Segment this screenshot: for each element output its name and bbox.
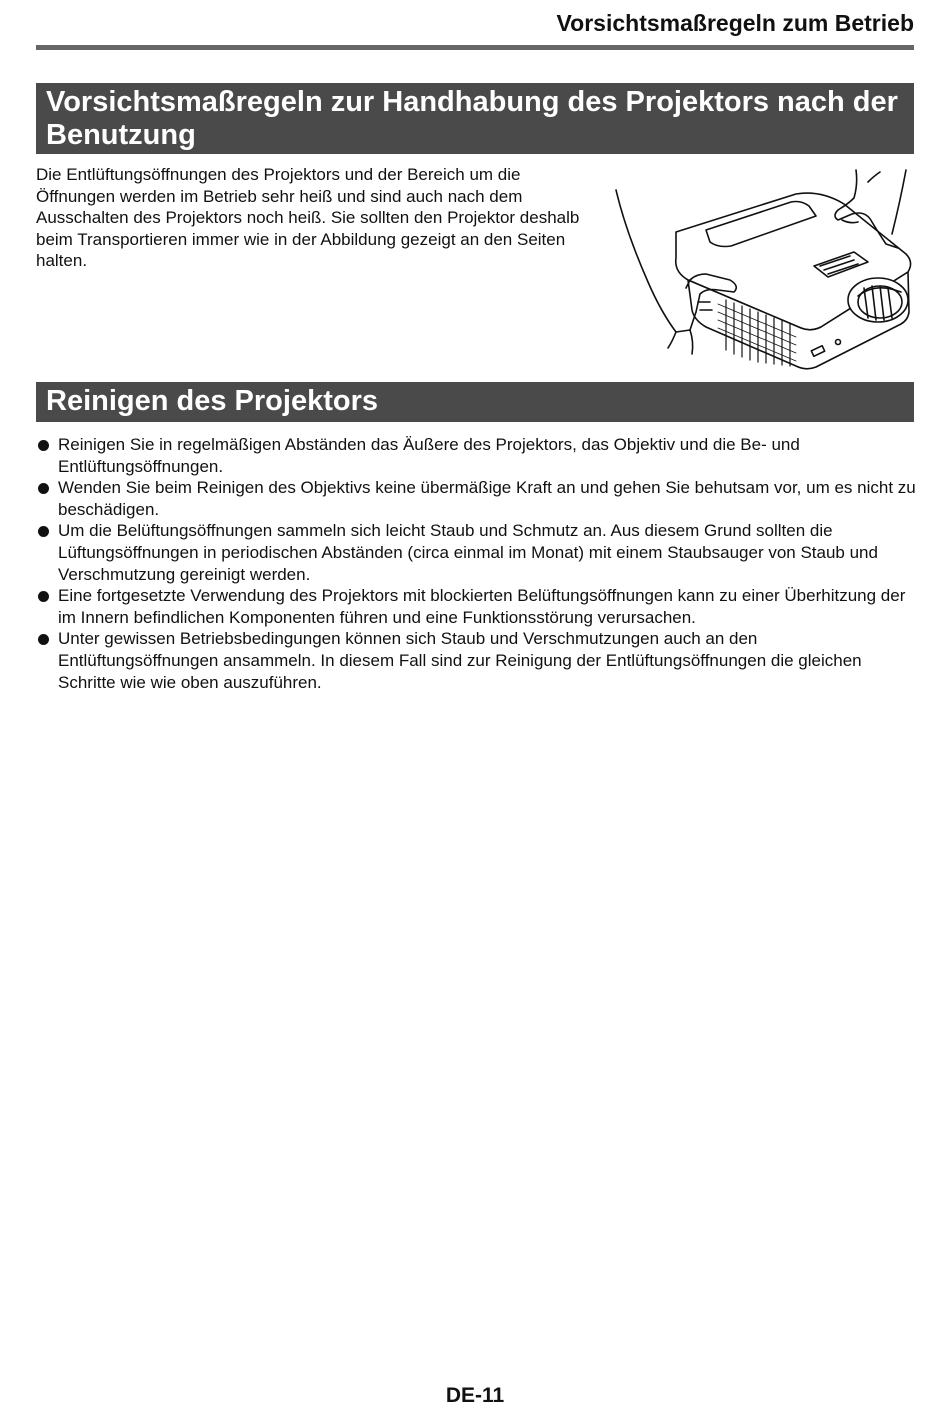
bullet-dot-icon (38, 440, 49, 451)
bullet-dot-icon (38, 483, 49, 494)
page-number: DE-11 (445, 1384, 505, 1407)
cleaning-bullet-list (36, 434, 916, 693)
list-item (36, 477, 916, 520)
bullet-dot-icon (38, 526, 49, 537)
projector-held-by-hands-icon (606, 162, 916, 372)
list-item (36, 520, 916, 585)
list-item-text: Unter gewissen Betriebsbedingungen können sich Staub und Verschmutzungen auch an den Entlüftungsöffnungen ansammeln. In diesem Fall sind zur Reinigung der Entlüftungsöffnungen die gleichen Schritte wie wie oben auszuführen. (58, 629, 862, 692)
bullet-dot-icon (38, 634, 49, 645)
list-item-text: Um die Belüftungsöffnungen sammeln sich leicht Staub und Schmutz an. Aus diesem Grund sollten die Lüftungsöffnungen in periodischen Abständen (circa einmal im Monat) mit einem Staubsauger von Staub und Verschmutzung gereinigt werden. (58, 521, 878, 584)
projector-illustration (606, 162, 916, 372)
running-header-title: Vorsichtsmaßregeln zum Betrieb (556, 10, 914, 36)
bullet-dot-icon (38, 591, 49, 602)
handling-paragraph: Die Entlüftungsöffnungen des Projektors und der Bereich um die Öffnungen werden im Betrieb sehr heiß und sind auch nach dem Ausschalten des Projektors noch heiß. Sie sollten den Projektor deshalb beim Transportieren immer wie in der Abbildung gezeigt an den Seiten halten. (36, 165, 580, 271)
list-item-text: Eine fortgesetzte Verwendung des Projektors mit blockierten Belüftungsöffnungen kann zu einer Überhitzung der im Innern befindlichen Komponenten führen und eine Funktionsstörung verursachen. (58, 586, 906, 627)
list-item (36, 585, 916, 628)
list-item (36, 628, 916, 693)
header-divider (36, 45, 914, 50)
list-item-text: Reinigen Sie in regelmäßigen Abständen das Äußere des Projektors, das Objektiv und die Be- und Entlüftungsöffnungen. (58, 435, 800, 476)
list-item (36, 434, 916, 477)
section-title-cleaning: Reinigen des Projektors (36, 382, 914, 422)
list-item-text: Wenden Sie beim Reinigen des Objektivs keine übermäßige Kraft an und gehen Sie behutsam vor, um es nicht zu beschädigen. (58, 478, 916, 519)
section-title-handling: Vorsichtsmaßregeln zur Handhabung des Projektors nach der Benutzung (36, 83, 914, 154)
